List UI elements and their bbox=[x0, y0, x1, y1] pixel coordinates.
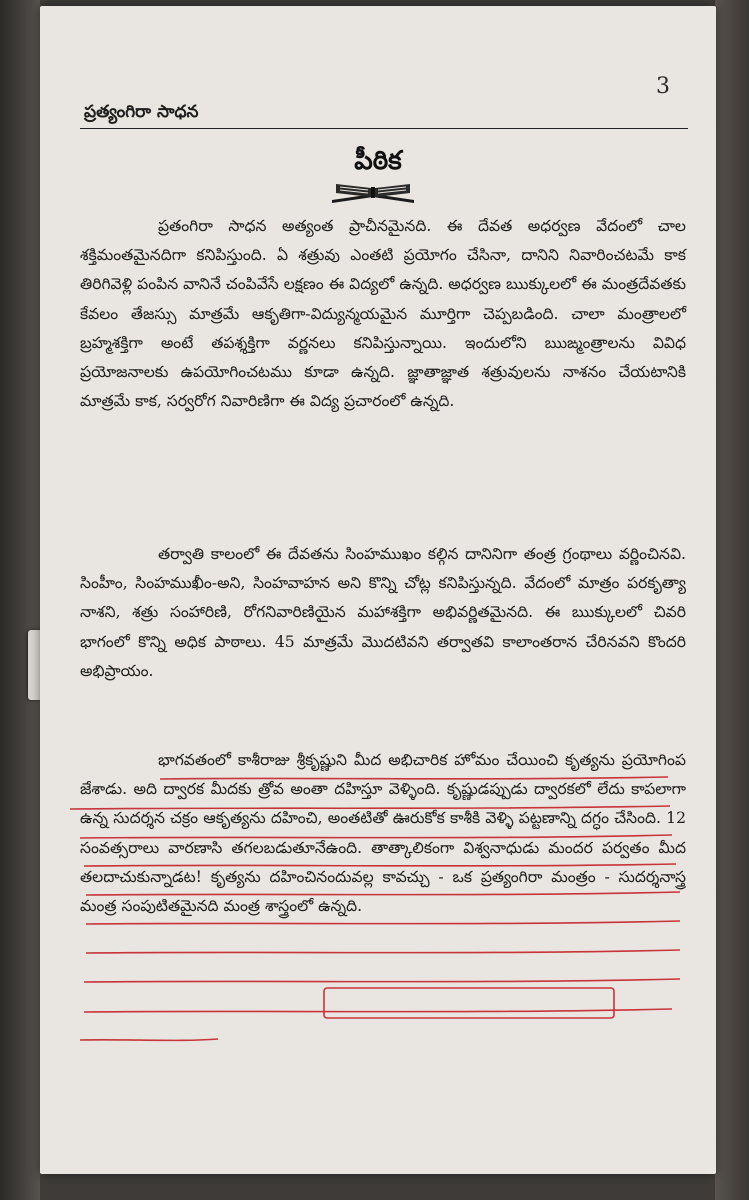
page-number: 3 bbox=[656, 74, 670, 99]
paragraph-text: తర్వాతి కాలంలో ఈ దేవతను సింహముఖం కల్గిన దానినిగా తంత్ర గ్రంథాలు వర్ణించినవి. సింహీం, సింహముఖీం-అని, సింహవాహన అని కొన్ని చోట్ల కనిపిస్తున్నది. వేదంలో మాత్రం పరకృత్యా నాశని, శత్రు సంహారిణి, రోగనివారిణియైన మహాశక్తిగా అభివర్ణితమైనది. ఈ ఋక్కులలో చివరి భాగంలో కొన్ని అధిక పాఠాలు. 45 మాత్రమే మొదటివని తర్వాతవి కాలాంతరాన చేరినవని కొందరి అభిప్రాయం. bbox=[80, 545, 686, 680]
underline-6 bbox=[86, 921, 680, 924]
highlight-box bbox=[324, 988, 614, 1018]
running-head: ప్రత్యంగిరా సాధన bbox=[84, 102, 199, 122]
paragraph-3 bbox=[80, 746, 686, 921]
book-page bbox=[40, 6, 716, 1174]
header-rule bbox=[80, 128, 688, 129]
paragraph-text: ప్రతంగిరా సాధన అత్యంత ప్రాచీనమైనది. ఈ దేవత అధర్వణ వేదంలో చాల శక్తిమంతమైనదిగా కనిపిస్తుంది. ఏ శత్రువు ఎంతటి ప్రయోగం చేసినా, దానిని నివారించటమే కాక తిరిగివెళ్లి పంపిన వానినే చంపివేసే లక్షణం ఈ విద్యలో ఉన్నది. అధర్వణ ఋక్కులలో ఈ మంత్రదేవతకు కేవలం తేజస్సు మాత్రమే ఆకృతిగా-విద్యున్మయమైన మూర్తిగా చెప్పబడింది. చాలా మంత్రాలలో బ్రహ్మశక్తిగా అంటే తపశ్శక్తిగా వర్ణనలు కనిపిస్తున్నాయి. ఇందులోని ఋఙ్మంత్రాలను వివిధ ప్రయోజనాలకు ఉపయోగించటము కూడా ఉన్నది. జ్ఞాతాజ్ఞాత శత్రువులను నాశనం చేయటానికి మాత్రమే కాక, సర్వరోగ నివారిణిగా ఈ విద్య ప్రచారంలో ఉన్నది. bbox=[80, 217, 686, 411]
open-book-icon bbox=[330, 178, 416, 204]
underline-7 bbox=[86, 950, 680, 953]
underline-9 bbox=[84, 1009, 672, 1012]
underline-10 bbox=[80, 1039, 218, 1040]
background-left bbox=[0, 0, 40, 1200]
section-title: పీఠిక bbox=[354, 146, 402, 176]
underline-8 bbox=[84, 979, 680, 982]
paragraph-text: భాగవతంలో కాశీరాజు శ్రీకృష్ణుని మీద అభిచారిక హోమం చేయించి కృత్యను ప్రయోగింప జేశాడు. అది ద్వారక మీదకు త్రోవ అంతా దహిస్తూ వెళ్ళింది. కృష్ణుడప్పుడు ద్వారకలో లేదు కాపలాగా ఉన్న సుదర్శన చక్రం ఆకృత్యను దహించి, అంతటితో ఊరుకోక కాశీకి వెళ్ళి పట్టణాన్ని దగ్ధం చేసింది. 12 సంవత్సరాలు వారణాసి తగలబడుతూనేఉంది. తాత్కాలికంగా విశ్వనాధుడు మందర పర్వతం మీద తలదాచుకున్నాడట! కృత్యను దహించినందువల్ల కావచ్చు - ఒక ప్రత్యంగిరా మంత్రం - సుదర్శనాస్త్ర మంత్ర సంపుటితమైనది మంత్ర శాస్త్రంలో ఉన్నది. bbox=[80, 751, 686, 916]
background-right bbox=[715, 0, 749, 1200]
paragraph-2 bbox=[80, 540, 686, 686]
paragraph-1 bbox=[80, 212, 686, 416]
